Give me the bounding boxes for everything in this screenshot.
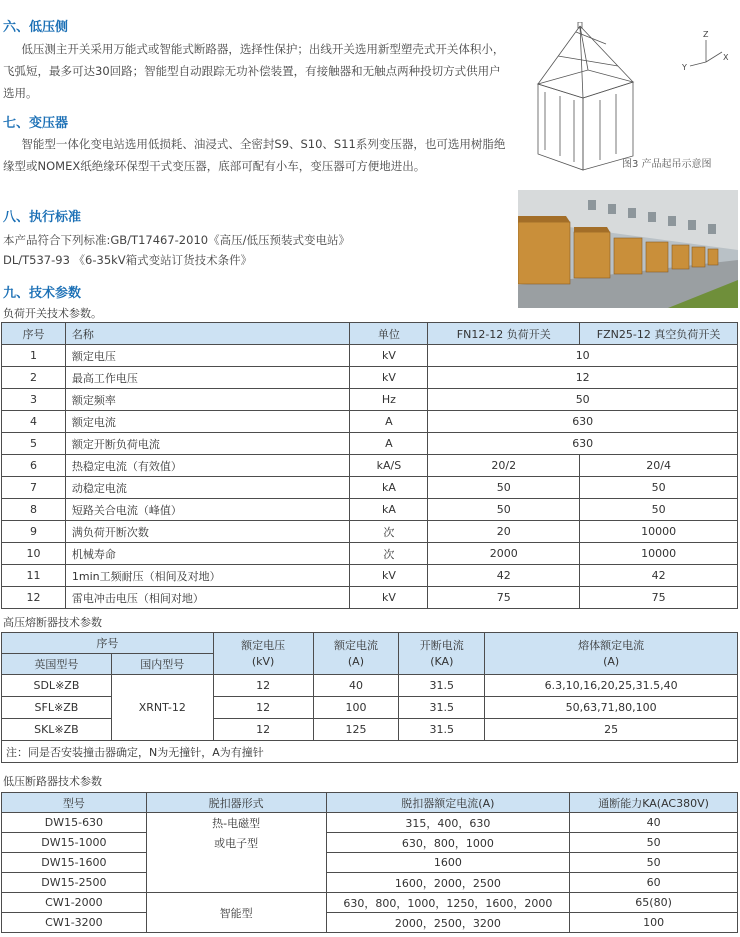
fuse-table-note: 注：同是否安装撞击器确定，N为无撞针，A为有撞针: [2, 741, 738, 763]
cell-current: 125: [313, 719, 399, 741]
table1-caption: 负荷开关技术参数。: [3, 307, 102, 320]
cell-trip-current: 1600: [326, 853, 570, 873]
cell-no: 10: [2, 543, 66, 565]
cell-name: 1min工频耐压（相间及对地）: [65, 565, 350, 587]
cell-no: 9: [2, 521, 66, 543]
col-header-fn12: FN12-12 负荷开关: [428, 323, 580, 345]
cell-unit: A: [350, 411, 428, 433]
axis-y-label: Y: [682, 63, 687, 72]
cell-unit: kA: [350, 477, 428, 499]
table-row: [2, 813, 738, 833]
cell-trip-current: 630，800，1000，1250，1600，2000: [326, 893, 570, 913]
table-row: [2, 675, 738, 697]
cell-no: 4: [2, 411, 66, 433]
cell-no: 7: [2, 477, 66, 499]
cell-value: 630: [428, 433, 738, 455]
cell-voltage: 12: [213, 675, 313, 697]
cell-unit: 次: [350, 521, 428, 543]
table2-caption: 高压熔断器技术参数: [3, 616, 102, 629]
cell-no: 6: [2, 455, 66, 477]
cell-value: 12: [428, 367, 738, 389]
table-row: [2, 389, 738, 411]
cell-fn12: 75: [428, 587, 580, 609]
cell-name: 额定电流: [65, 411, 350, 433]
cell-trip-type: 或电子型: [146, 833, 326, 853]
cell-capacity: 50: [570, 833, 738, 853]
cell-model: CW1-2000: [2, 893, 147, 913]
cell-capacity: 65(80): [570, 893, 738, 913]
col-header-en-model: 英国型号: [2, 654, 112, 675]
axis-z-label: Z: [703, 30, 709, 39]
cell-unit: kA: [350, 499, 428, 521]
cell-fzn25: 50: [580, 499, 738, 521]
cell-name: 额定开断负荷电流: [65, 433, 350, 455]
cell-name: 短路关合电流（峰值）: [65, 499, 350, 521]
cell-no: 8: [2, 499, 66, 521]
col-header-current: 额定电流 (A): [313, 633, 399, 675]
col-header-trip-type: 脱扣器形式: [146, 793, 326, 813]
table-row: [2, 833, 738, 853]
cell-fuse: 50,63,71,80,100: [485, 697, 738, 719]
cell-fn12: 50: [428, 477, 580, 499]
col-header-name: 名称: [65, 323, 350, 345]
cell-trip-current: 315，400，630: [326, 813, 570, 833]
section-text-low-voltage: 低压测主开关采用万能式或智能式断路器，选择性保护；出线开关选用新型塑壳式开关体积小，飞弧短，最多可达30回路；智能型自动跟踪无功补偿装置，有接触器和无触点两种投切方式供用户选用。: [3, 42, 505, 100]
standard-line-1: 本产品符合下列标准:GB/T17467-2010《高压/低压预装式变电站》: [3, 233, 350, 247]
cell-fn12: 20/2: [428, 455, 580, 477]
cell-capacity: 50: [570, 853, 738, 873]
cell-trip-current: 630，800，1000: [326, 833, 570, 853]
load-switch-table: [1, 322, 738, 609]
cell-fn12: 2000: [428, 543, 580, 565]
cell-unit: kV: [350, 345, 428, 367]
table-row: [2, 565, 738, 587]
cell-capacity: 100: [570, 913, 738, 933]
col-header-cn-model: 国内型号: [111, 654, 213, 675]
cell-unit: kA/S: [350, 455, 428, 477]
cell-model: DW15-1000: [2, 833, 147, 853]
section-text-transformer: 智能型一体化变电站选用低损耗、油浸式、全密封S9、S10、S11系列变压器，也可选用树脂绝缘型或NOMEX纸绝缘环保型干式变压器，底部可配有小车，变压器可方便地进出。: [3, 137, 506, 173]
cell-model: DW15-630: [2, 813, 147, 833]
table-row: [2, 345, 738, 367]
cell-no: 5: [2, 433, 66, 455]
table-row: [2, 543, 738, 565]
cell-current: 100: [313, 697, 399, 719]
cell-model: CW1-3200: [2, 913, 147, 933]
cell-fn12: 50: [428, 499, 580, 521]
cell-capacity: 40: [570, 813, 738, 833]
table-row: [2, 873, 738, 893]
cell-no: 1: [2, 345, 66, 367]
cell-trip-type: 智能型: [146, 893, 326, 933]
table-row: [2, 893, 738, 913]
cell-name: 额定频率: [65, 389, 350, 411]
cell-voltage: 12: [213, 719, 313, 741]
cell-fzn25: 50: [580, 477, 738, 499]
col-header-fzn25: FZN25-12 真空负荷开关: [580, 323, 738, 345]
cell-capacity: 60: [570, 873, 738, 893]
cell-trip-current: 2000，2500，3200: [326, 913, 570, 933]
cell-no: 3: [2, 389, 66, 411]
cell-current: 40: [313, 675, 399, 697]
cell-unit: kV: [350, 367, 428, 389]
cell-fn12: 20: [428, 521, 580, 543]
axis-x-label: X: [723, 53, 729, 62]
col-header-capacity: 通断能力KA(AC380V): [570, 793, 738, 813]
col-header-unit: 单位: [350, 323, 428, 345]
fuse-table: [1, 632, 738, 763]
cell-breaking: 31.5: [399, 719, 485, 741]
table-row: [2, 913, 738, 933]
cell-trip-type: 热-电磁型: [146, 813, 326, 833]
cell-breaking: 31.5: [399, 675, 485, 697]
col-header-trip-current: 脱扣器额定电流(A): [326, 793, 570, 813]
breaker-table: [1, 792, 738, 933]
cell-no: 2: [2, 367, 66, 389]
cell-name: 最高工作电压: [65, 367, 350, 389]
cell-model: DW15-2500: [2, 873, 147, 893]
cell-fzn25: 42: [580, 565, 738, 587]
cell-no: 12: [2, 587, 66, 609]
cell-name: 动稳定电流: [65, 477, 350, 499]
cell-en-model: SDL※ZB: [2, 675, 112, 697]
table-row: [2, 499, 738, 521]
table-row: [2, 433, 738, 455]
cell-name: 热稳定电流（有效值）: [65, 455, 350, 477]
cell-value: 50: [428, 389, 738, 411]
cell-name: 满负荷开断次数: [65, 521, 350, 543]
cell-trip-type: [146, 873, 326, 893]
cell-cn-model: XRNT-12: [111, 675, 213, 741]
cell-no: 11: [2, 565, 66, 587]
standard-line-2: DL/T537-93 《6-35kV箱式变站订货技术条件》: [3, 253, 253, 267]
section-title-transformer: 七、变压器: [3, 116, 69, 131]
section-title-tech-params: 九、技术参数: [3, 286, 82, 301]
col-header-seq: 序号: [2, 633, 214, 654]
cell-fuse: 6.3,10,16,20,25,31.5,40: [485, 675, 738, 697]
cell-fuse: 25: [485, 719, 738, 741]
cell-trip-current: 1600，2000，2500: [326, 873, 570, 893]
cell-breaking: 31.5: [399, 697, 485, 719]
table-row: [2, 521, 738, 543]
col-header-no: 序号: [2, 323, 66, 345]
table-row: [2, 853, 738, 873]
table3-caption: 低压断路器技术参数: [3, 775, 102, 788]
cell-name: 雷电冲击电压（相间对地）: [65, 587, 350, 609]
cell-fzn25: 20/4: [580, 455, 738, 477]
col-header-voltage: 额定电压 (kV): [213, 633, 313, 675]
section-title-standards: 八、执行标准: [3, 210, 82, 225]
col-header-model: 型号: [2, 793, 147, 813]
cell-trip-type: [146, 853, 326, 873]
cell-unit: A: [350, 433, 428, 455]
substation-photo-drawing: [518, 190, 738, 308]
figure-caption: 图3 产品起吊示意图: [622, 159, 712, 170]
table-row: [2, 455, 738, 477]
cell-unit: kV: [350, 565, 428, 587]
cell-value: 10: [428, 345, 738, 367]
cell-fzn25: 75: [580, 587, 738, 609]
cell-voltage: 12: [213, 697, 313, 719]
cell-name: 额定电压: [65, 345, 350, 367]
cell-en-model: SKL※ZB: [2, 719, 112, 741]
cell-name: 机械寿命: [65, 543, 350, 565]
section-title-low-voltage: 六、低压侧: [3, 20, 69, 35]
cell-unit: Hz: [350, 389, 428, 411]
cell-fzn25: 10000: [580, 521, 738, 543]
cell-en-model: SFL※ZB: [2, 697, 112, 719]
cell-fzn25: 10000: [580, 543, 738, 565]
table-row: [2, 587, 738, 609]
cell-model: DW15-1600: [2, 853, 147, 873]
substation-photo: [518, 190, 738, 308]
col-header-breaking: 开断电流 (KA): [399, 633, 485, 675]
table-row: [2, 411, 738, 433]
table-row: [2, 367, 738, 389]
cell-fn12: 42: [428, 565, 580, 587]
col-header-fuse: 熔体额定电流 (A): [485, 633, 738, 675]
cell-value: 630: [428, 411, 738, 433]
cell-unit: 次: [350, 543, 428, 565]
cell-unit: kV: [350, 587, 428, 609]
table-row: [2, 477, 738, 499]
